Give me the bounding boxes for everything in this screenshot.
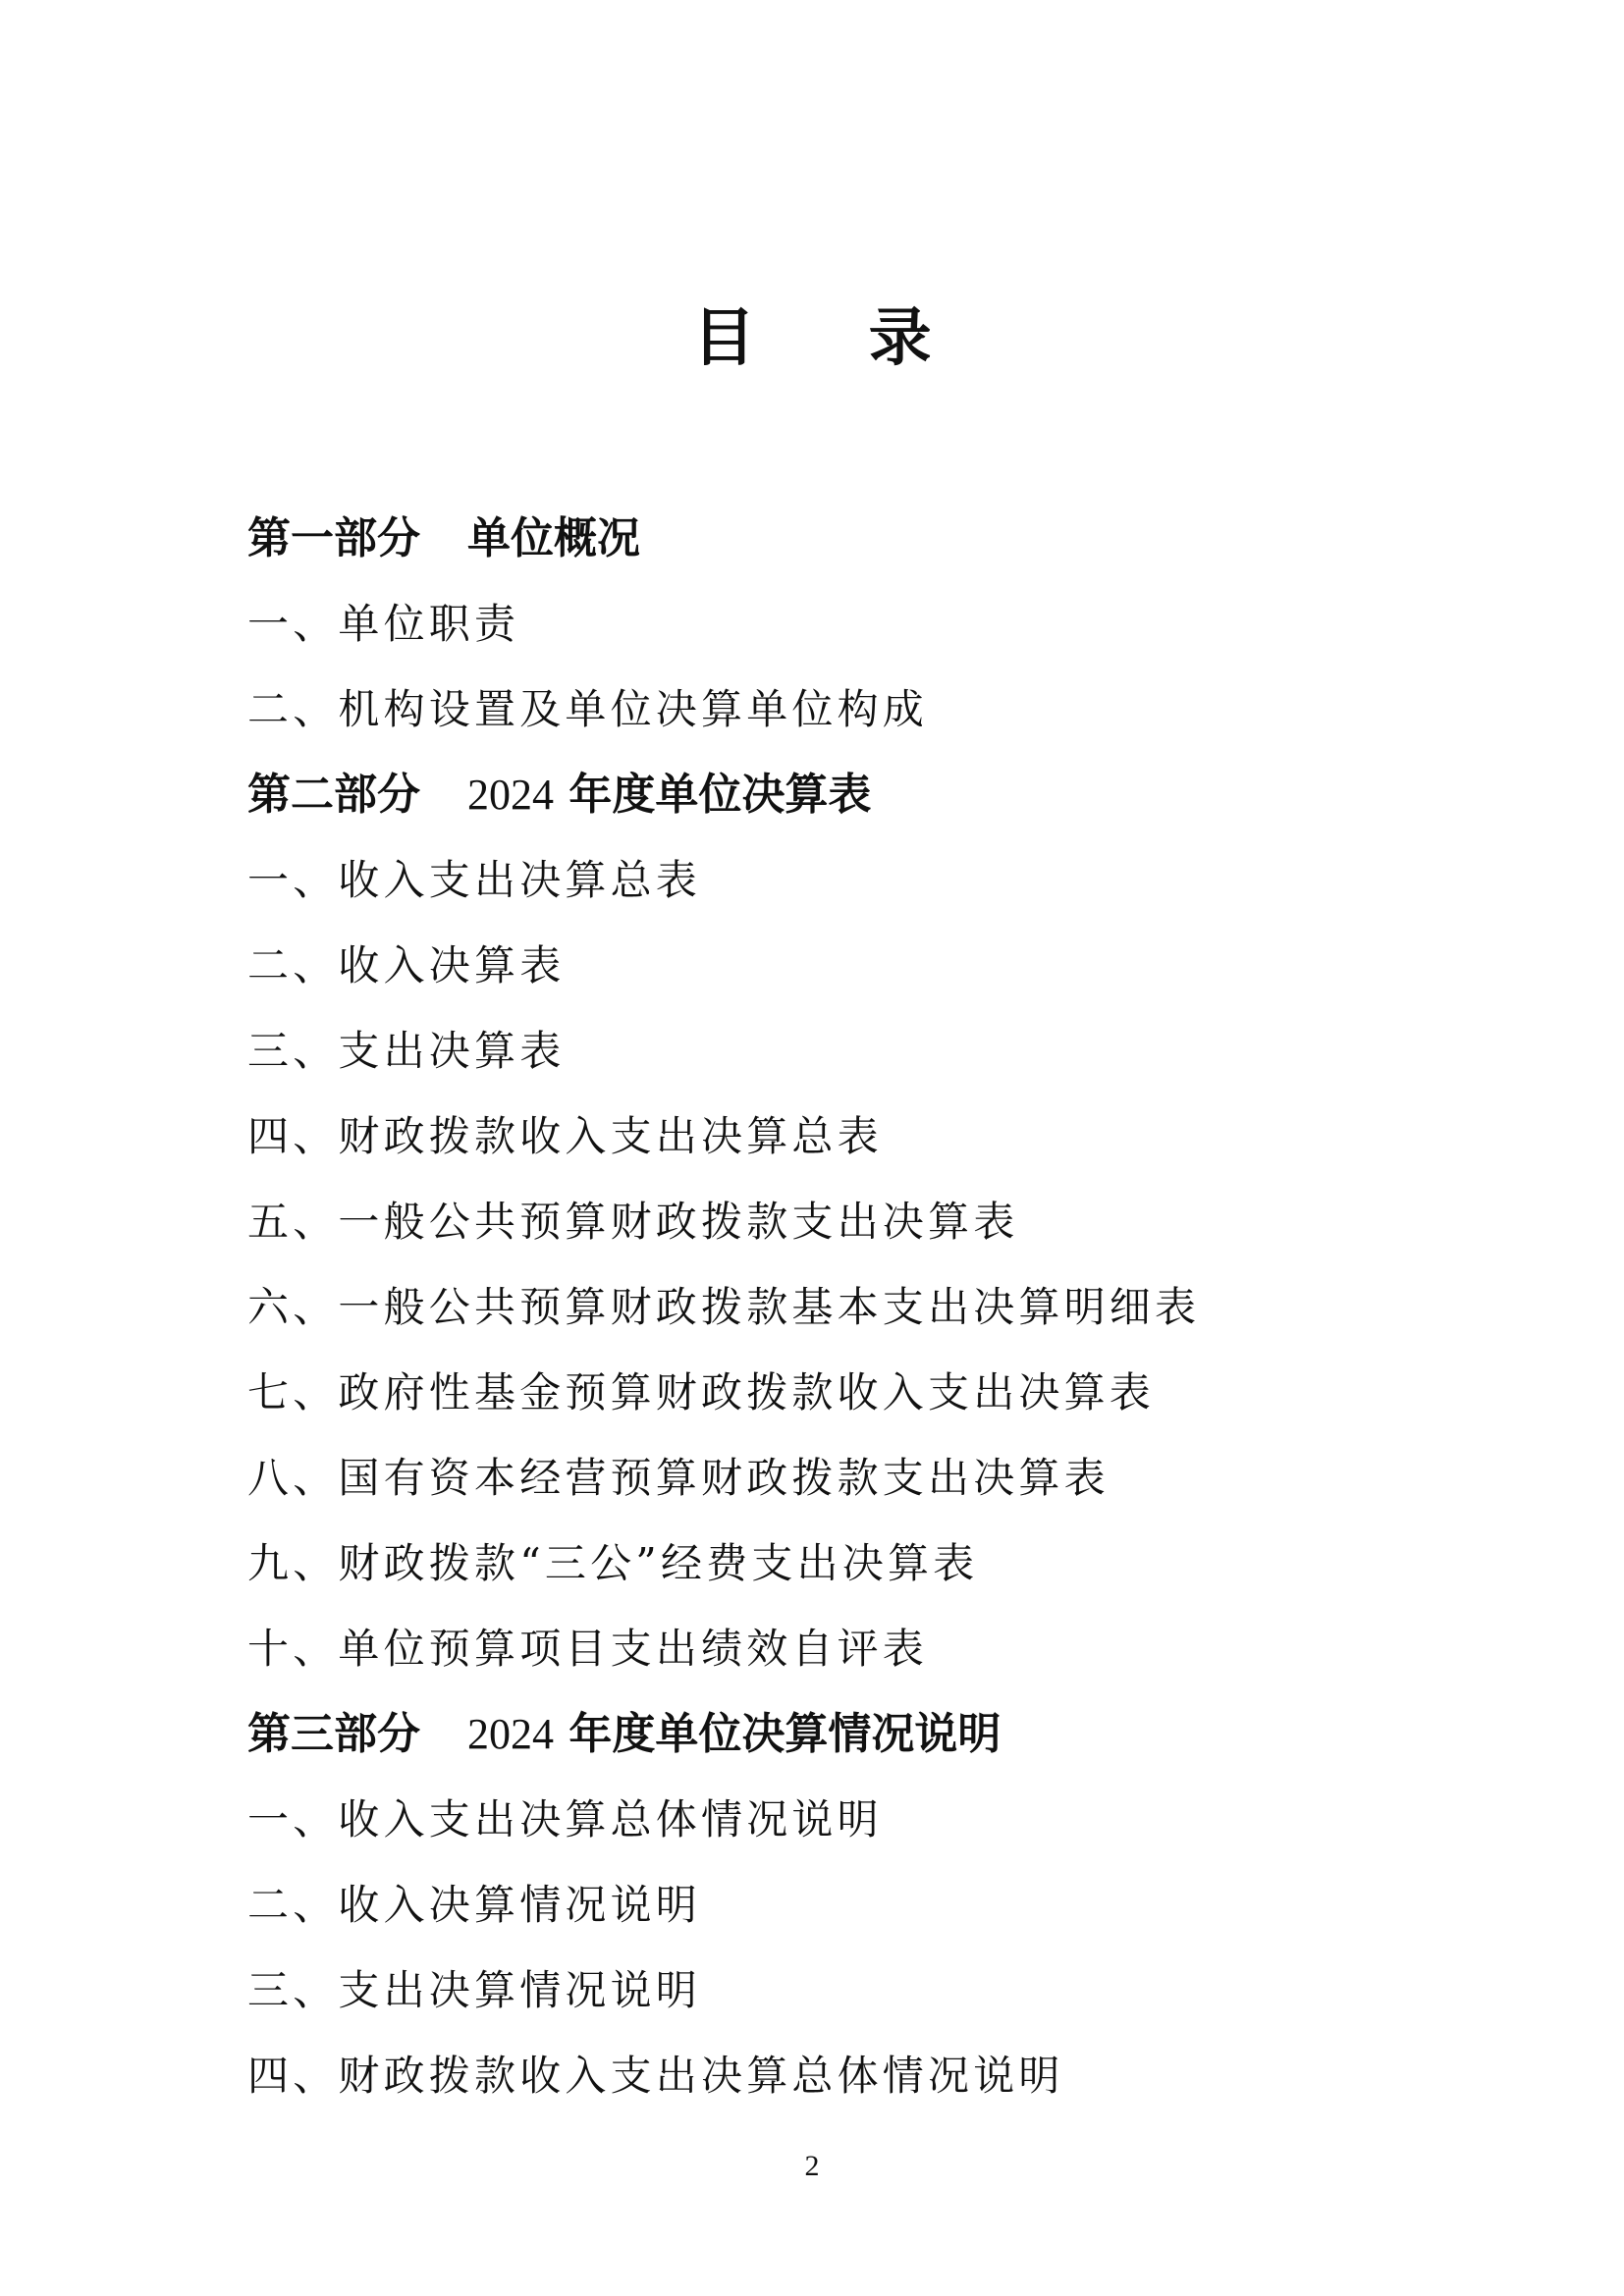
toc-item: 三、支出决算情况说明	[247, 1966, 702, 2014]
toc-item: 三、支出决算表	[247, 1027, 566, 1075]
toc-item: 二、收入决算表	[247, 941, 566, 989]
toc-part-1	[247, 496, 1475, 581]
toc-item: 二、收入决算情况说明	[247, 1881, 702, 1929]
toc-item: 九、财政拨款“三公”经费支出决算表	[247, 1539, 979, 1587]
toc-item: 一、收入支出决算总表	[247, 856, 702, 904]
toc-item: 一、收入支出决算总体情况说明	[247, 1795, 883, 1843]
toc-item: 十、单位预算项目支出绩效自评表	[247, 1625, 929, 1673]
toc-item: 六、一般公共预算财政拨款基本支出决算明细表	[247, 1283, 1201, 1331]
toc-item: 四、财政拨款收入支出决算总表	[247, 1112, 883, 1160]
table-of-contents	[247, 496, 1475, 2118]
toc-item: 八、国有资本经营预算财政拨款支出决算表	[247, 1454, 1110, 1502]
toc-item: 二、机构设置及单位决算单位构成	[247, 685, 929, 733]
part-label: 第三部分	[247, 1709, 420, 1759]
part-title: 2024 年度单位决算情况说明	[467, 1709, 1001, 1759]
page-number: 2	[804, 2150, 820, 2182]
toc-item: 五、一般公共预算财政拨款支出决算表	[247, 1198, 1019, 1246]
toc-item: 七、政府性基金预算财政拨款收入支出决算表	[247, 1368, 1156, 1416]
page-title: 目 录	[692, 301, 957, 375]
toc-part-2	[247, 752, 1475, 837]
toc-part-3	[247, 1691, 1475, 1777]
toc-item: 四、财政拨款收入支出决算总体情况说明	[247, 2052, 1064, 2100]
part-title: 单位概况	[467, 513, 640, 563]
part-label: 第二部分	[247, 770, 420, 820]
part-title: 2024 年度单位决算表	[467, 770, 872, 820]
toc-item: 一、单位职责	[247, 600, 520, 648]
part-label: 第一部分	[247, 513, 420, 563]
